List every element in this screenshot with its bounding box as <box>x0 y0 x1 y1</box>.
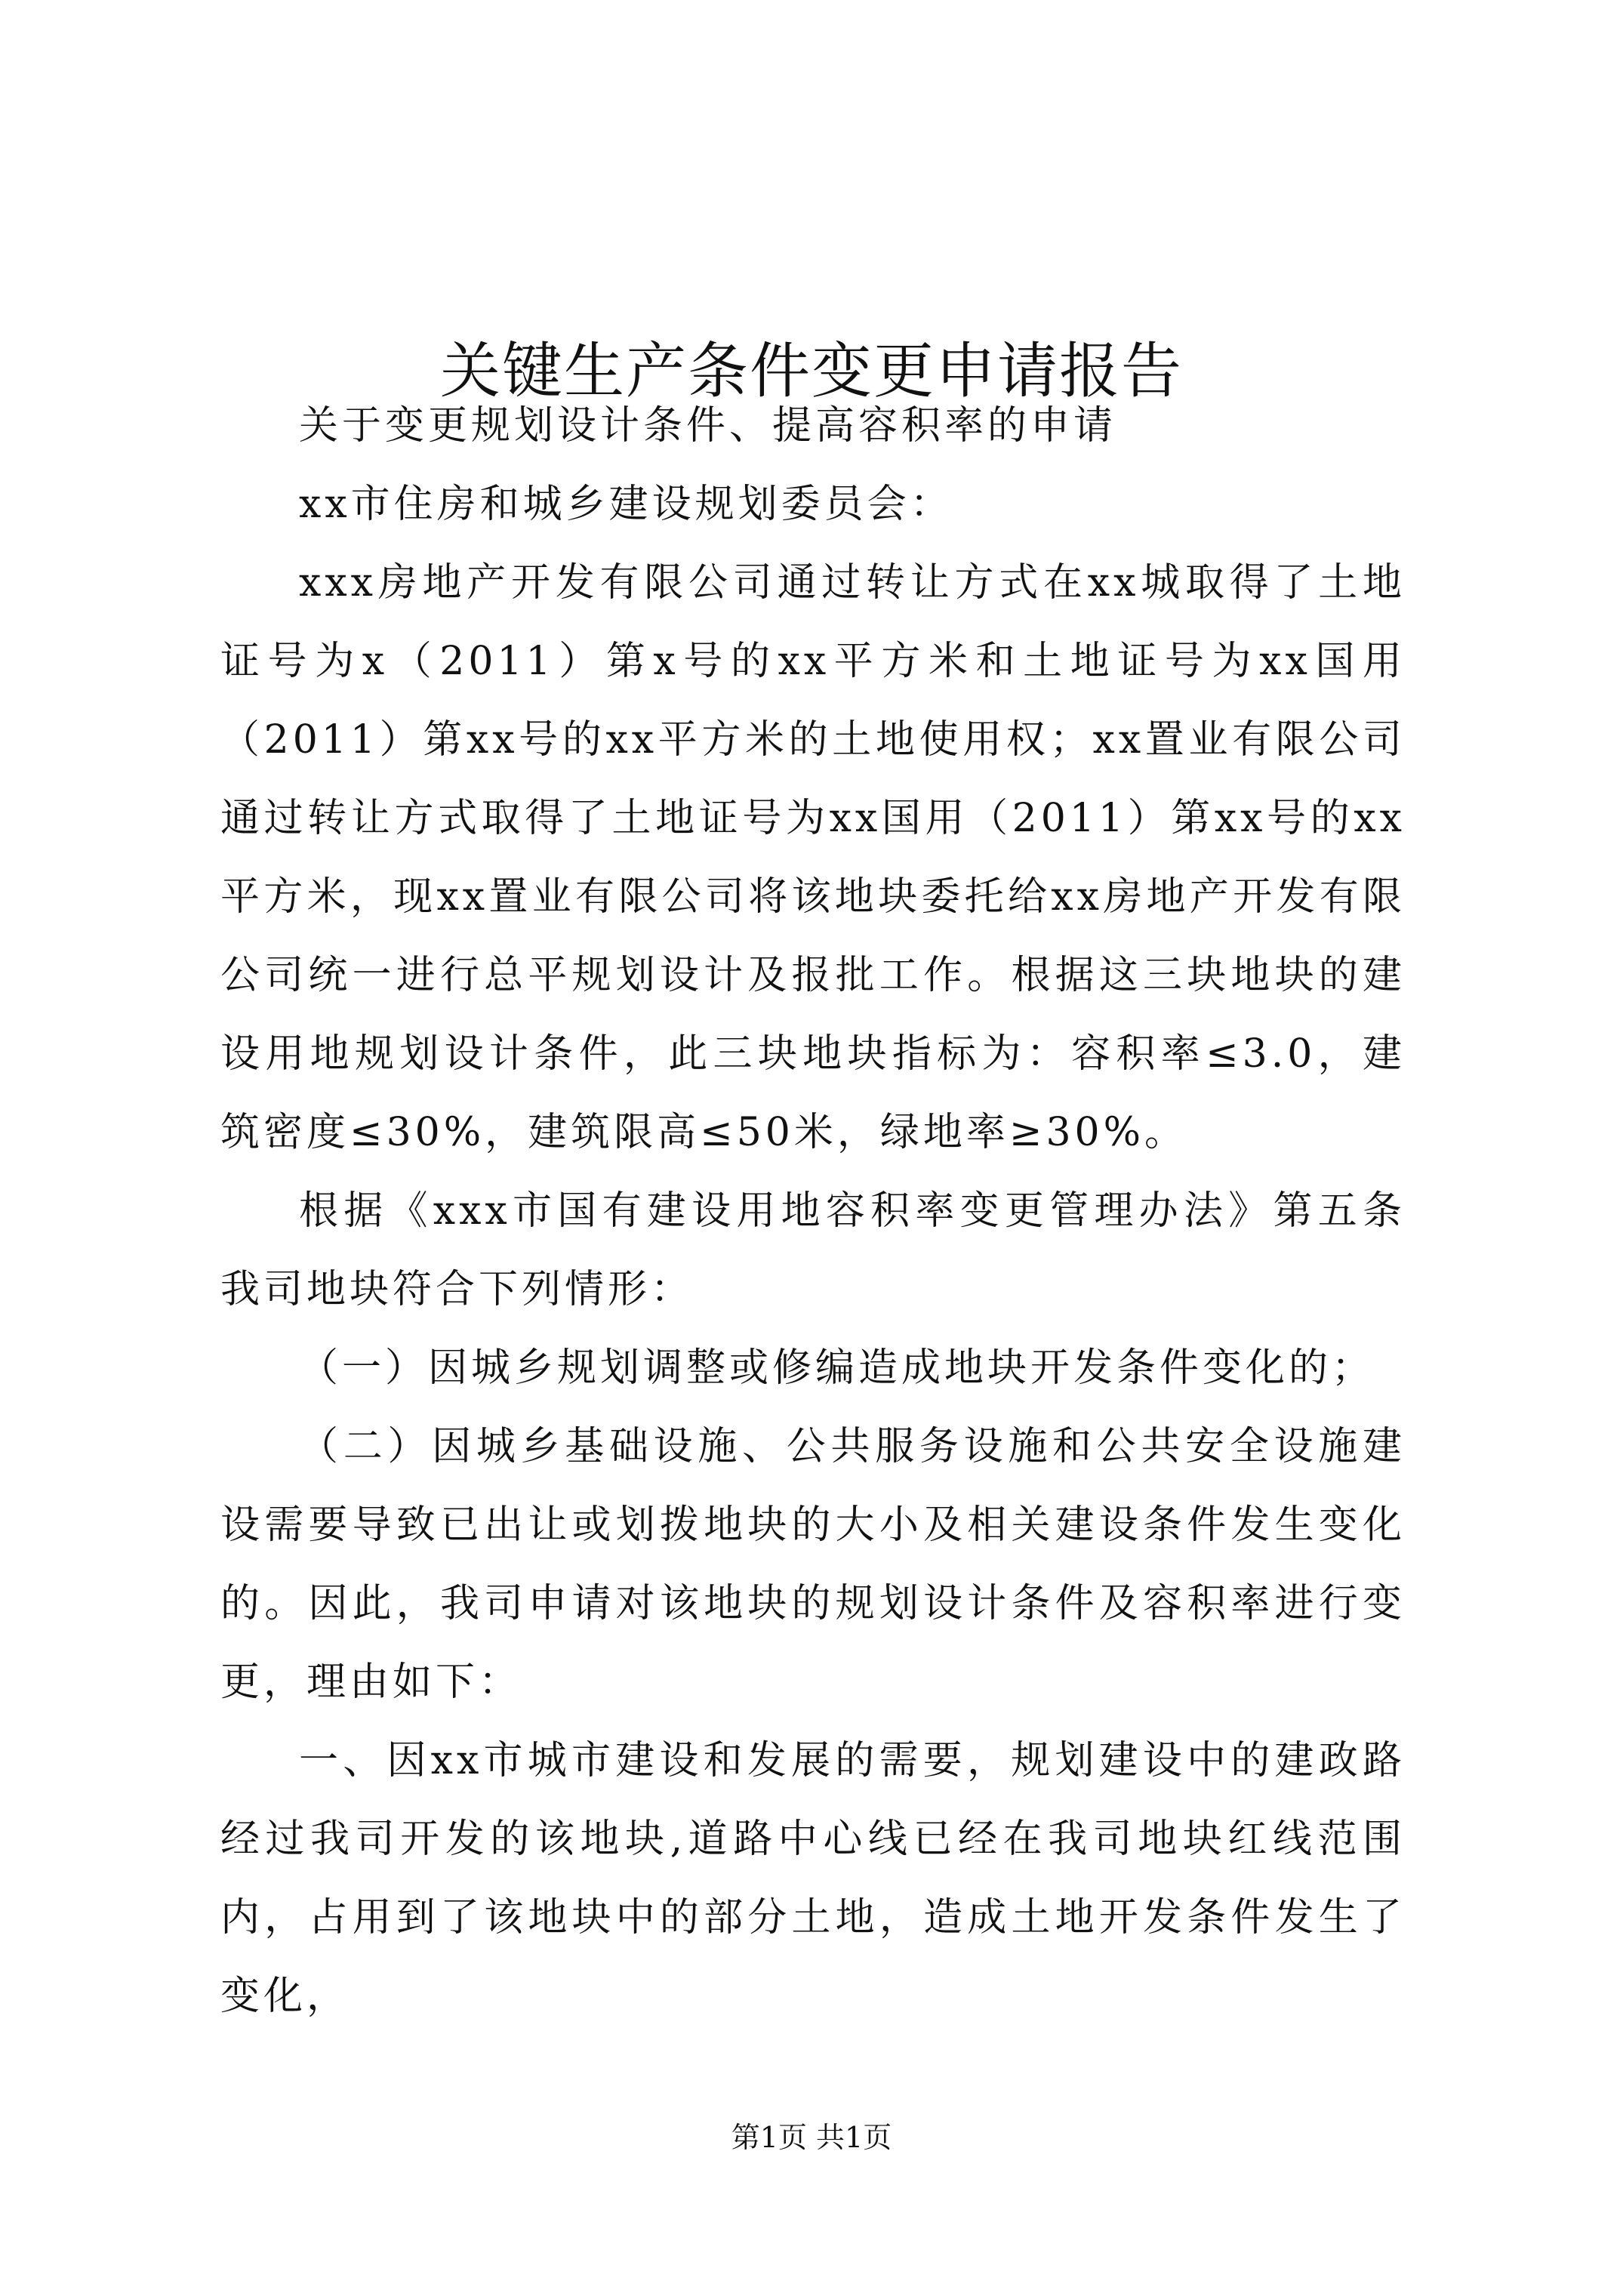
paragraph-regulation-basis: 根据《xxx市国有建设用地容积率变更管理办法》第五条我司地块符合下列情形： <box>220 1188 1406 1312</box>
page-footer: 第1页 共1页 <box>731 2121 892 2154</box>
paragraph-condition-one: （一）因城乡规划调整或修编造成地块开发条件变化的； <box>299 1345 1375 1391</box>
document-body <box>220 387 1406 2036</box>
paragraph-reason-one: 一、因xx市城市建设和发展的需要，规划建设中的建政路经过我司开发的该地块,道路中心线已经在我司地块红线范围内，占用到了该地块中的部分土地，造成土地开发条件发生了变化， <box>220 1738 1406 2019</box>
subject-line: 关于变更规划设计条件、提高容积率的申请 <box>299 403 1117 448</box>
paragraph-land-rights: xxx房地产开发有限公司通过转让方式在xx城取得了土地证号为x（2011）第x号的xx平方米和土地证号为xx国用（2011）第xx号的xx平方米的土地使用权；xx置业有限公司通过转让方式取得了土地证号为xx国用（2011）第xx号的xx平方米，现xx置业有限公司将该地块委托给xx房地产开发有限公司统一进行总平规划设计及报批工作。根据这三块地块的建设用地规划设计条件，此三块地块指标为：容积率≤3.0，建筑密度≤30%，建筑限高≤50米，绿地率≥30%。 <box>220 560 1406 1155</box>
document-title: 关键生产条件变更申请报告 <box>440 335 1183 406</box>
addressee-line: xx市住房和城乡建设规划委员会： <box>299 482 953 527</box>
paragraph-condition-two: （二）因城乡基础设施、公共服务设施和公共安全设施建设需要导致已出让或划拨地块的大小及相关建设条件发生变化的。因此，我司申请对该地块的规划设计条件及容积率进行变更，理由如下： <box>220 1424 1406 1705</box>
